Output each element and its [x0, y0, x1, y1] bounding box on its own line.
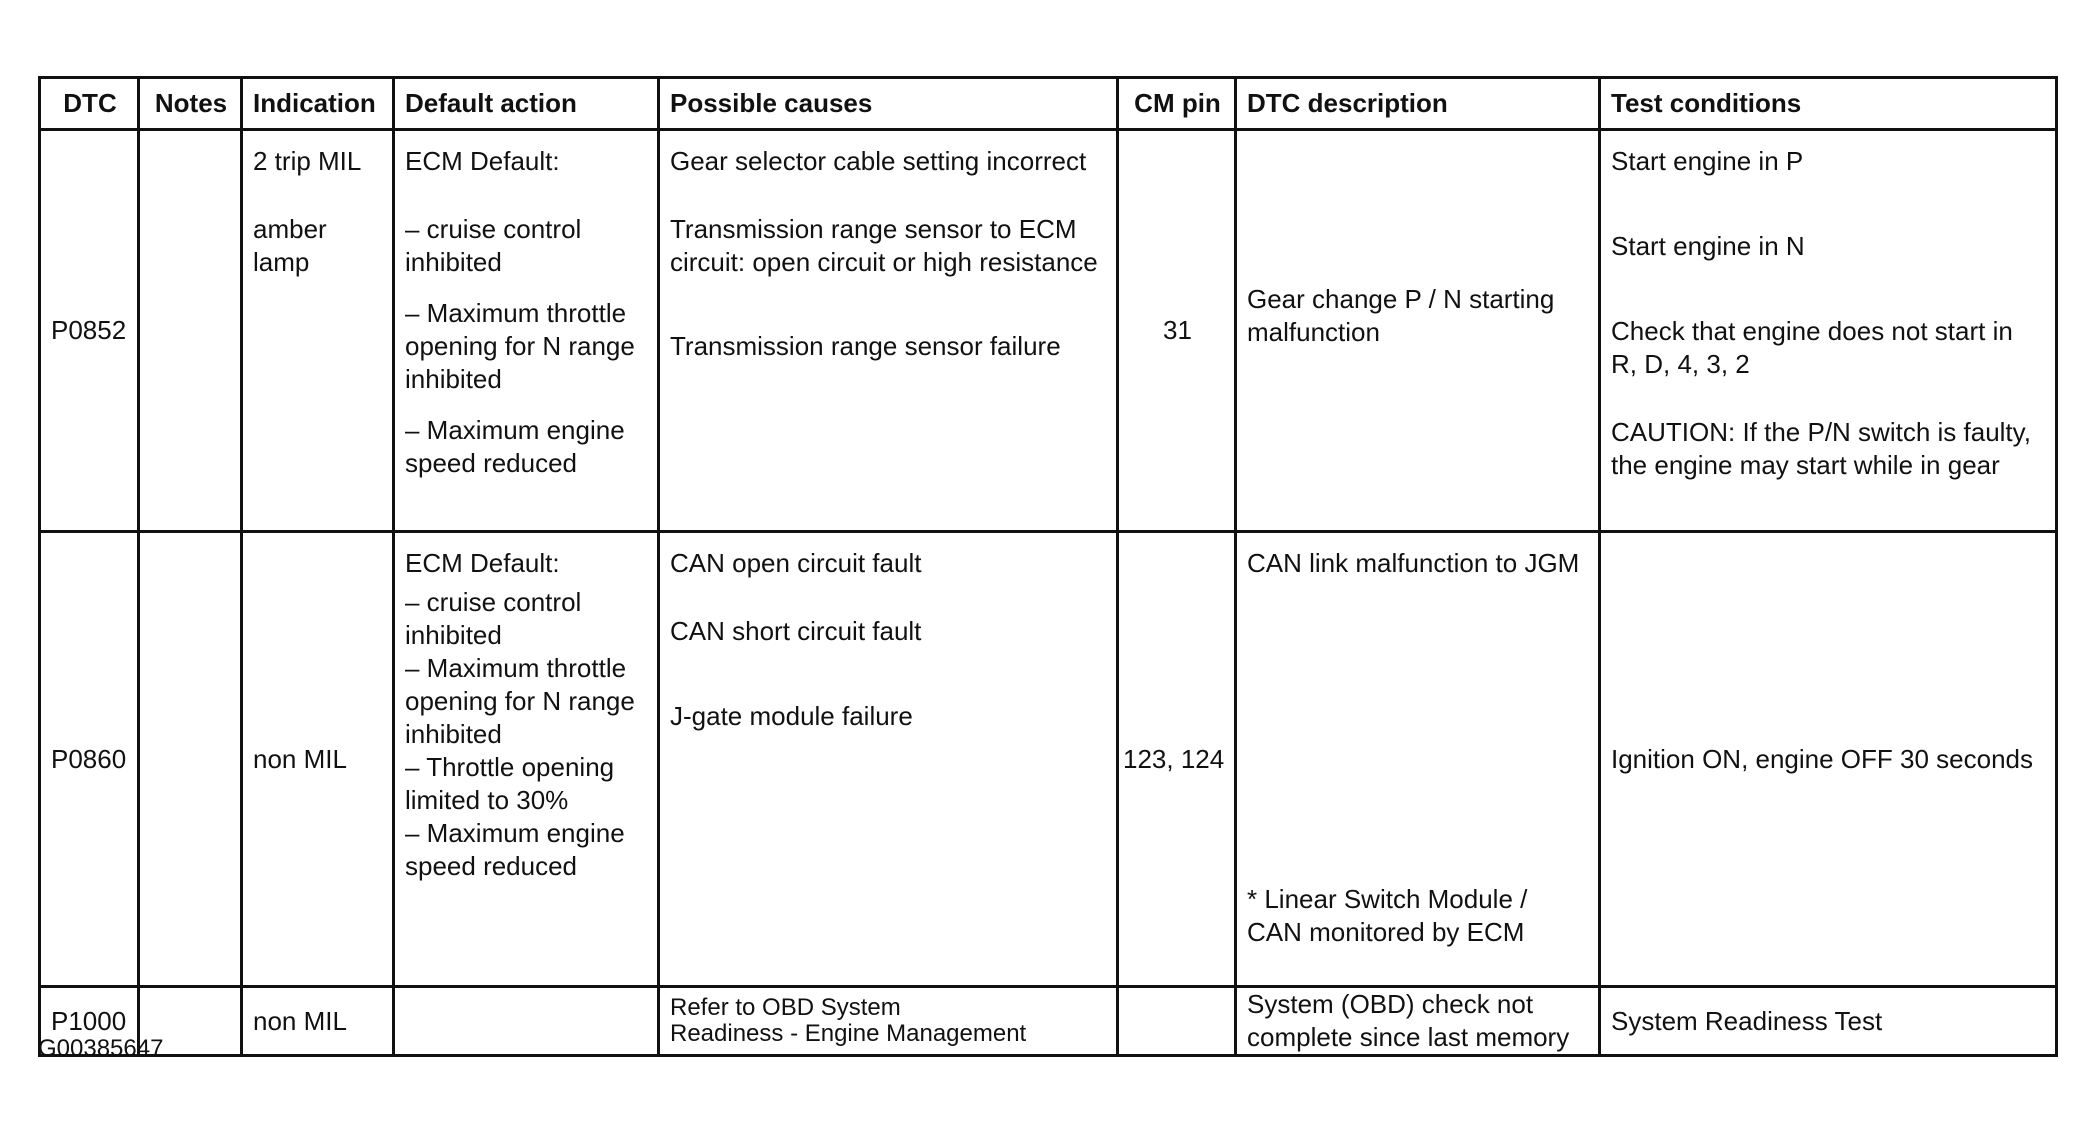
test-line: R, D, 4, 3, 2 — [1611, 349, 1750, 379]
cell-notes — [139, 532, 242, 987]
cell-cm-pin: 123, 124 — [1118, 532, 1236, 987]
description-line: * Linear Switch Module / — [1247, 884, 1528, 914]
cell-dtc: P0860 — [40, 532, 139, 987]
cell-dtc-description — [1236, 532, 1600, 987]
cause-line: circuit: open circuit or high resistance — [670, 247, 1098, 277]
cell-test-conditions: Ignition ON, engine OFF 30 seconds — [1600, 532, 2057, 987]
cell-default-action — [394, 532, 659, 987]
cell-dtc-description — [1236, 130, 1600, 532]
header-test-conditions: Test conditions — [1600, 78, 2057, 130]
test-line: Check that engine does not start in — [1611, 316, 2013, 346]
cell-default-action — [394, 130, 659, 532]
cause-line: J-gate module failure — [670, 701, 913, 731]
cause-line: Gear selector cable setting incorrect — [670, 146, 1087, 176]
cell-indication — [242, 130, 394, 532]
header-cm-pin: CM pin — [1118, 78, 1236, 130]
action-line: – Maximum engine — [405, 818, 625, 848]
cell-indication: non MIL — [242, 987, 394, 1056]
header-dtc: DTC — [40, 78, 139, 130]
figure-id: G00385647 — [38, 1035, 164, 1062]
header-possible-causes: Possible causes — [659, 78, 1118, 130]
cell-test-conditions: System Readiness Test — [1600, 987, 2057, 1056]
header-row — [40, 78, 2057, 130]
cell-default-action — [394, 987, 659, 1056]
description-line: CAN link malfunction to JGM — [1247, 548, 1580, 578]
table-row — [40, 987, 2057, 1056]
action-line: – Maximum engine — [405, 415, 625, 445]
cause-line: CAN open circuit fault — [670, 548, 922, 578]
cell-possible-causes — [659, 987, 1118, 1056]
action-line: speed reduced — [405, 448, 578, 478]
cell-possible-causes — [659, 130, 1118, 532]
description-line: complete since last memory — [1247, 1022, 1570, 1052]
test-line: CAUTION: If the P/N switch is faulty, — [1611, 417, 2031, 447]
cause-line: Transmission range sensor to ECM — [670, 214, 1077, 244]
cell-notes — [139, 130, 242, 532]
table-row — [40, 532, 2057, 987]
indication-line: 2 trip MIL — [253, 146, 362, 176]
test-line: Start engine in N — [1611, 231, 1805, 261]
action-line: inhibited — [405, 247, 502, 277]
cell-cm-pin: 31 — [1118, 130, 1236, 532]
cell-dtc: P0852 — [40, 130, 139, 532]
cell-test-conditions — [1600, 130, 2057, 532]
header-default-action: Default action — [394, 78, 659, 130]
action-line: – cruise control — [405, 214, 582, 244]
action-line: – Maximum throttle — [405, 653, 627, 683]
action-line: opening for N range — [405, 686, 635, 716]
test-line: Start engine in P — [1611, 146, 1804, 176]
action-line: inhibited — [405, 620, 502, 650]
action-line: speed reduced — [405, 851, 578, 881]
cell-dtc-description — [1236, 987, 1600, 1056]
action-line: – Throttle opening — [405, 752, 615, 782]
table-row — [40, 130, 2057, 532]
description-line: Gear change P / N starting — [1247, 283, 1555, 314]
action-line: inhibited — [405, 364, 502, 394]
cell-cm-pin — [1118, 987, 1236, 1056]
indication-line: lamp — [253, 247, 310, 277]
action-line: inhibited — [405, 719, 502, 749]
dtc-table — [38, 76, 2058, 1057]
cell-possible-causes — [659, 532, 1118, 987]
action-line: – cruise control — [405, 587, 582, 617]
action-line: – Maximum throttle — [405, 298, 627, 328]
cell-dtc: P1000 — [40, 987, 139, 1056]
test-line: the engine may start while in gear — [1611, 450, 2000, 480]
description-line: CAN monitored by ECM — [1247, 917, 1525, 947]
description-line: System (OBD) check not — [1247, 989, 1534, 1019]
cause-line: Refer to OBD System — [670, 994, 901, 1021]
cause-line: CAN short circuit fault — [670, 616, 922, 646]
header-dtc-description: DTC description — [1236, 78, 1600, 130]
action-line: limited to 30% — [405, 785, 569, 815]
cell-indication: non MIL — [242, 532, 394, 987]
action-line: ECM Default: — [405, 548, 560, 578]
cause-line: Readiness - Engine Management — [670, 1020, 1027, 1047]
description-line: malfunction — [1247, 316, 1380, 347]
indication-line: amber — [253, 214, 327, 244]
header-notes: Notes — [139, 78, 242, 130]
action-line: opening for N range — [405, 331, 635, 361]
header-indication: Indication — [242, 78, 394, 130]
cause-line: Transmission range sensor failure — [670, 331, 1061, 361]
action-line: ECM Default: — [405, 146, 560, 176]
